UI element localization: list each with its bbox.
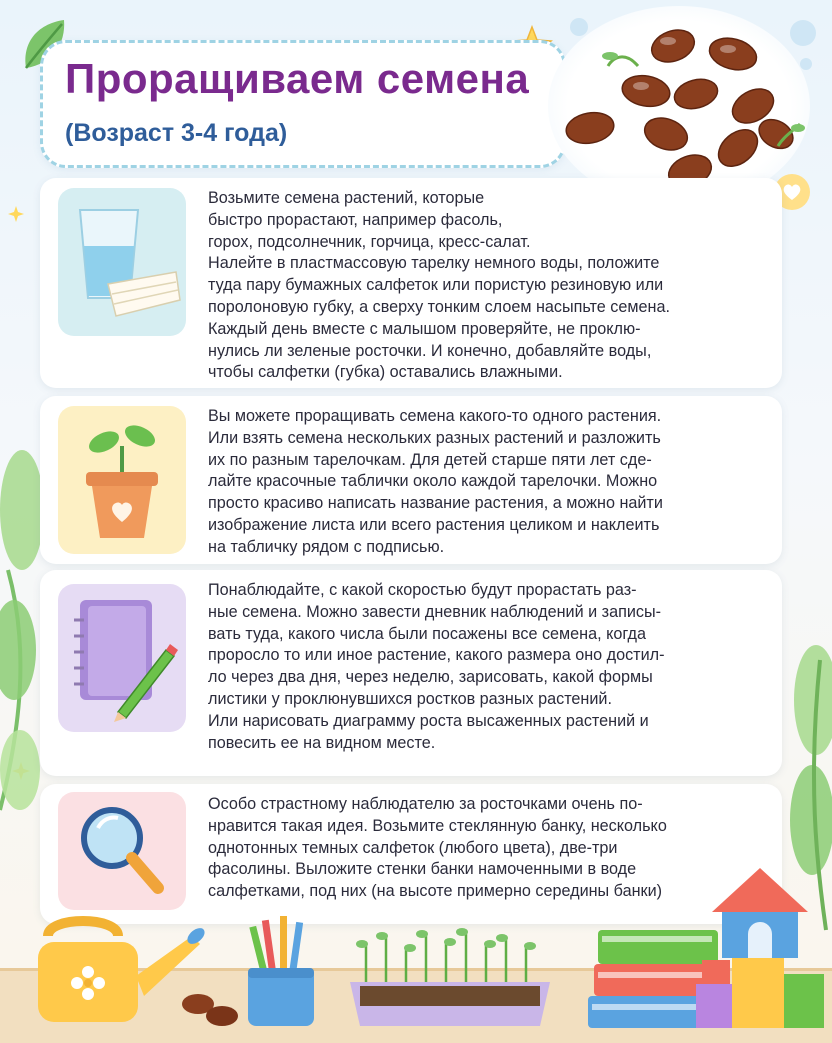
potted-sprout-icon — [58, 406, 186, 554]
toy-blocks-icon — [692, 864, 828, 1034]
seedling-tray-icon — [346, 914, 554, 1030]
info-card-3 — [40, 570, 782, 776]
sparkle-icon — [8, 206, 24, 222]
icon-tile — [58, 406, 186, 554]
card-text: Понаблюдайте, с какой скоростью будут прорастать раз- ные семена. Можно завести дневник наблюдений и записы- вать туда, какого числа были посажены все семена, когда проросло то или иное растение, какого размера оно достил- ло через два дня, через неделю, зарисовать, какой формы листики у проклюнувшихся ростков разных растений. Или нарисовать диаграмму роста высаженных растений и повесить ее на видном месте. — [208, 581, 665, 752]
info-card-4 — [40, 784, 782, 924]
magnifier-icon — [58, 792, 186, 910]
card-text: Вы можете проращивать семена какого-то одного растения. Или взять семена нескольких разных растений и разложить их по разным тарелочкам. Для детей старше пяти лет сде- лайте красочные таблички около каждой тарелочки. Можно просто красиво написать название растения, а можно найти изображение листа или всего растения целиком и наклеить на табличку рядом с подписью. — [208, 407, 663, 556]
card-text: Особо страстному наблюдателю за росточками очень по- нравится такая идея. Возьмите стеклянную банку, несколько однотонных темных салфеток (любого цвета), две-три фасолины. Выложите стенки банки намоченными в воде салфетками, под них (на высоте примерно середины банки) — [208, 795, 667, 901]
water-glass-napkin-icon — [58, 188, 186, 336]
seeds-illustration — [548, 6, 810, 206]
notebook-pencil-icon — [58, 584, 186, 732]
info-card-1 — [40, 178, 782, 388]
info-card-2 — [40, 396, 782, 564]
title-box — [40, 40, 566, 168]
pencil-cup-icon — [236, 912, 326, 1028]
card-text: Возьмите семена растений, которые быстро прорастают, например фасоль, горох, подсолнечник, горчица, кресс-салат. Налейте в пластмассовую тарелку немного воды, положите туда пару бумажных салфеток или пористую резиновую или поролоновую губку, а сверху тонким слоем насыпьте семена. Каждый день вместе с малышом проверяйте, не проклю- нулись ли зеленые росточки. И конечно, добавляйте воды, чтобы салфетки (губка) оставались влажными. — [208, 189, 670, 382]
bean-seeds-icon — [548, 6, 810, 206]
age-subtitle: (Возраст 3-4 года) — [65, 119, 288, 147]
icon-tile — [58, 188, 186, 336]
icon-tile — [58, 584, 186, 732]
page-title: Проращиваем семена — [65, 55, 530, 102]
icon-tile — [58, 792, 186, 910]
